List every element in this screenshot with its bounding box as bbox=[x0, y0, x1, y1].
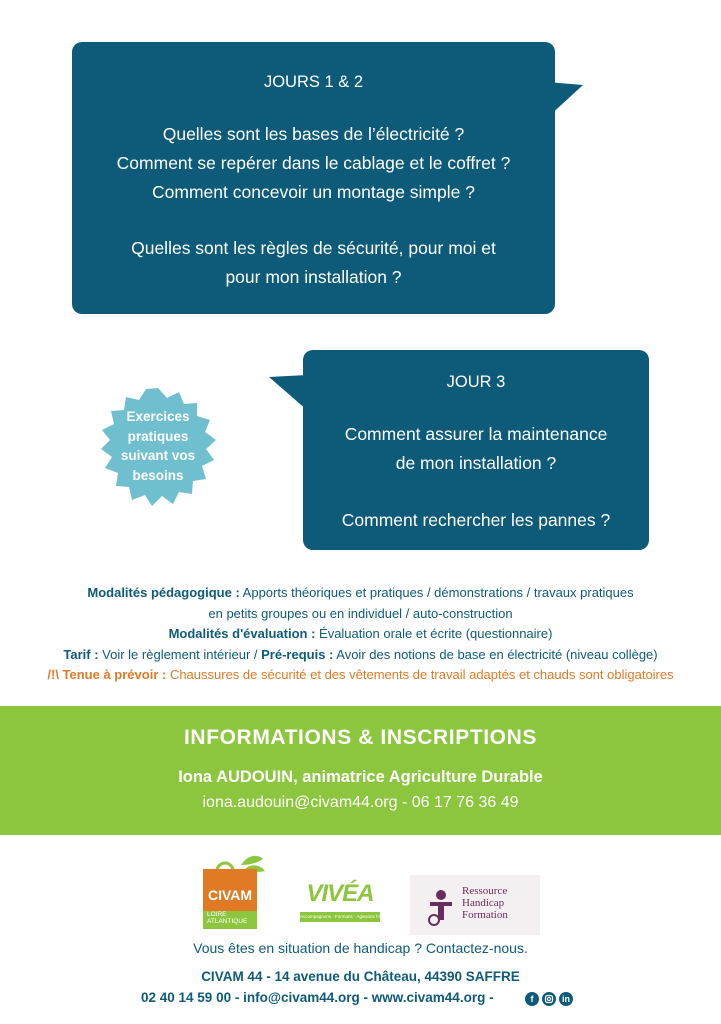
civam-text: CIVAM bbox=[207, 887, 253, 903]
question-line: de mon installation ? bbox=[395, 453, 557, 473]
bubble-tail bbox=[267, 375, 307, 415]
question-line: Comment rechercher les pannes ? bbox=[341, 510, 611, 530]
badge-text bbox=[96, 407, 220, 485]
address-line: CIVAM 44 - 14 avenue du Château, 44390 SAFFRE bbox=[201, 969, 520, 984]
value: Évaluation orale et écrite (questionnaire) bbox=[315, 626, 553, 641]
value: Chaussures de sécurité et des vêtements de travail adaptés et chauds sont obligatoires bbox=[166, 667, 674, 682]
modalite-pedagogique-line bbox=[0, 583, 721, 604]
question-line: pour mon installation ? bbox=[225, 267, 402, 287]
label: Pré-requis : bbox=[261, 646, 334, 662]
rhf-line: Formation bbox=[462, 909, 508, 921]
facebook-icon[interactable]: f bbox=[525, 992, 539, 1006]
label: Modalités d'évaluation : bbox=[168, 626, 316, 641]
label: Tarif : bbox=[63, 646, 99, 662]
badge-line: besoins bbox=[132, 467, 184, 483]
bubble-title: JOURS 1 & 2 bbox=[263, 73, 364, 91]
civam-sub-line: LOIRE bbox=[207, 911, 227, 918]
badge-line: Exercices bbox=[126, 409, 190, 424]
warning-label: /!\ Tenue à prévoir : bbox=[47, 667, 167, 682]
linkedin-icon[interactable]: in bbox=[559, 992, 573, 1006]
instagram-glyph bbox=[542, 992, 556, 1006]
contacts-line[interactable]: 02 40 14 59 00 - info@civam44.org - www.civam44.org - bbox=[141, 990, 494, 1005]
vivea-logo bbox=[300, 880, 391, 926]
bubble-jour-3 bbox=[303, 350, 649, 550]
info-band bbox=[0, 706, 721, 835]
rhf-line: Handicap bbox=[462, 897, 505, 909]
rhf-text bbox=[462, 885, 508, 921]
label: Modalités pédagogique : bbox=[87, 585, 240, 600]
contact-person: Iona AUDOUIN, animatrice Agriculture Durable bbox=[178, 768, 543, 786]
question-line: Comment concevoir un montage simple ? bbox=[152, 182, 475, 202]
handicap-contact-text: Vous êtes en situation de handicap ? Contactez-nous. bbox=[193, 940, 528, 956]
badge-line: suivant vos bbox=[120, 448, 196, 463]
question-line: Quelles sont les règles de sécurité, pour moi et bbox=[131, 238, 496, 258]
question-line: Comment se repérer dans le cablage et le coffret ? bbox=[116, 153, 511, 173]
question-line: Comment assurer la maintenance bbox=[344, 424, 608, 444]
tarif-prerequis-line bbox=[0, 645, 721, 666]
exercises-badge bbox=[96, 386, 220, 510]
question-group-2 bbox=[72, 234, 555, 292]
bubble-jours-1-2 bbox=[72, 42, 555, 314]
contact-email-phone[interactable]: iona.audouin@civam44.org - 06 17 76 36 49 bbox=[202, 794, 519, 811]
modalite-pedagogique-line-2: en petits groupes ou en individuel / auto-construction bbox=[208, 605, 513, 621]
ressource-handicap-formation-logo bbox=[410, 875, 540, 935]
question-group-1 bbox=[303, 420, 649, 478]
question-line: Quelles sont les bases de l’électricité ? bbox=[162, 124, 465, 144]
question-group-1 bbox=[72, 120, 555, 207]
vivea-tagline: Accompagnons · Formons · Agissons l'Avenir bbox=[300, 912, 380, 922]
value: Avoir des notions de base en électricité (niveau collège) bbox=[333, 646, 658, 662]
modalite-evaluation-line bbox=[0, 624, 721, 645]
civam-subtext bbox=[207, 911, 257, 925]
civam-logo bbox=[201, 851, 271, 931]
badge-line: pratiques bbox=[127, 428, 189, 444]
instagram-icon[interactable] bbox=[542, 992, 556, 1006]
tenue-line bbox=[0, 665, 721, 686]
value: Apports théoriques et pratiques / démonstrations / travaux pratiques bbox=[239, 585, 634, 600]
modalites-block bbox=[0, 583, 721, 686]
civam-sub-line: ATLANTIQUE bbox=[207, 918, 248, 925]
vivea-text: VIVÉA bbox=[306, 880, 374, 907]
rhf-line: Ressource bbox=[462, 885, 508, 897]
value: Voir le règlement intérieur / bbox=[98, 646, 262, 662]
bubble-title: JOUR 3 bbox=[446, 373, 506, 391]
rhf-people-icon bbox=[424, 887, 458, 927]
question-group-2 bbox=[303, 506, 649, 535]
info-heading: INFORMATIONS & INSCRIPTIONS bbox=[184, 726, 537, 749]
